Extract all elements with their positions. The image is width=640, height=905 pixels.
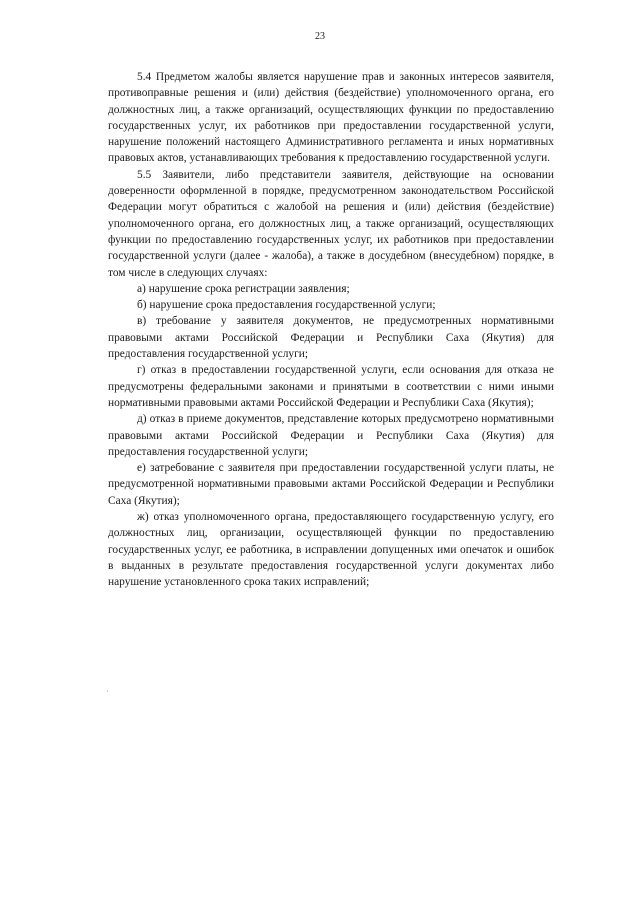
- list-item-v: в) требование у заявителя документов, не предусмотренных нормативными правовыми актами Российской Федерации и Республики Саха (Якутия) для предоставления государственной услуги;: [108, 315, 554, 361]
- list-item-zh: ж) отказ уполномоченного органа, предоставляющего государственную услугу, его должностных лиц, организации, осуществляющей функции по предоставлению государственных услуг, ее работника, в исправлении допущенных ими опечаток и ошибок в выданных в результате предоставления государственной услуги документах либо нарушение установленного срока таких исправлений;: [108, 511, 554, 589]
- scan-speck: ·: [106, 687, 109, 696]
- list-item-g: г) отказ в предоставлении государственной услуги, если основания для отказа не предусмотрены федеральными законами и принятыми в соответствии с ними иными нормативными правовыми актами Российской Федерации и Республики Саха (Якутия);: [108, 364, 554, 409]
- page-number: 23: [315, 31, 325, 42]
- paragraph-5-5: 5.5 Заявители, либо представители заявителя, действующие на основании доверенности оформленной в порядке, предусмотренном законодательством Российской Федерации могут обратиться с жалобой на решения и (или) действия (бездействие) уполномоченного органа, его должностных лиц, а также организаций, осуществляющих функции по предоставлению государственных услуг, их работников при предоставлении государственной услуги (далее - жалоба), а также в досудебном (внесудебном) порядке, в том числе в следующих случаях:: [108, 168, 554, 279]
- list-item-b: б) нарушение срока предоставления государственной услуги;: [137, 299, 436, 312]
- paragraph-5-4: 5.4 Предметом жалобы является нарушение прав и законных интересов заявителя, противоправные решения и (или) действия (бездействие) уполномоченного органа, его должностных лиц, а также организаций, осуществляющих функции по предоставлению государственных услуг, их работников при предоставлении государственной услуги, нарушение положений настоящего Административного регламента и иных нормативных правовых актов, устанавливающих требования к предоставлению государственной услуги.: [108, 71, 554, 165]
- list-item-d: д) отказ в приеме документов, представление которых предусмотрено нормативными правовыми актами Российской Федерации и Республики Саха (Якутия) для предоставления государственной услуги;: [108, 413, 554, 458]
- list-item-a: а) нарушение срока регистрации заявления;: [137, 282, 350, 295]
- document-body: [108, 69, 554, 591]
- list-item-e: е) затребование с заявителя при предоставлении государственной услуги платы, не предусмотренной нормативными правовыми актами Российской Федерации и Республики Саха (Якутия);: [108, 462, 554, 507]
